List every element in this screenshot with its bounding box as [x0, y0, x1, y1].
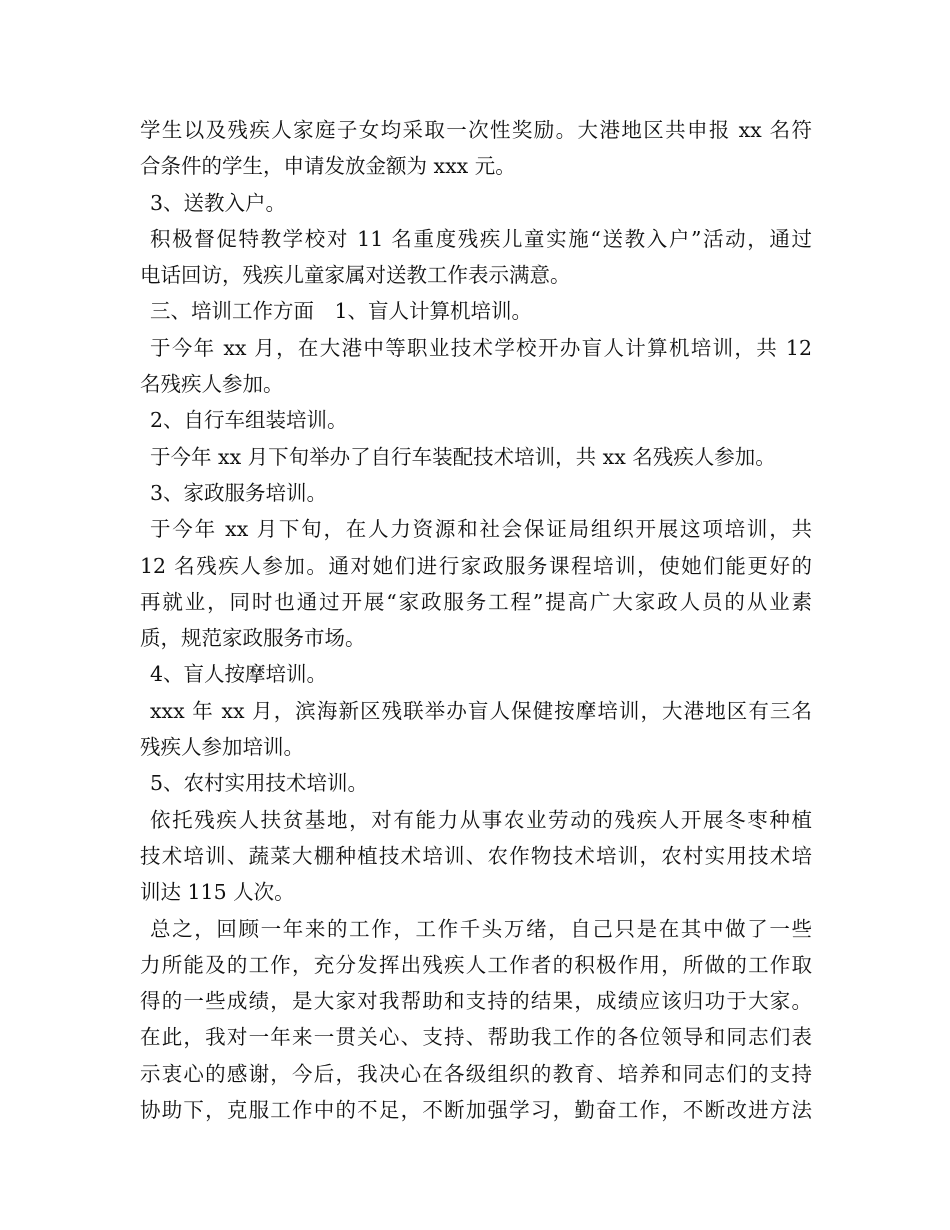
text-line: 积极督促特教学校对 11 名重度残疾儿童实施“送教入户”活动，通过	[150, 226, 812, 251]
text-line: 技术培训、蔬菜大棚种植技术培训、农作物技术培训，农村实用技术培	[140, 843, 812, 868]
text-line: 在此，我对一年来一贯关心、支持、帮助我工作的各位领导和同志们表	[140, 1025, 812, 1050]
text-line: 电话回访，残疾儿童家属对送教工作表示满意。	[140, 263, 571, 288]
text-line: 学生以及残疾人家庭子女均采取一次性奖励。大港地区共申报 xx 名符	[140, 118, 812, 142]
text-line: 3、家政服务培训。	[150, 480, 328, 505]
text-line: 于今年 xx 月下旬，在人力资源和社会保证局组织开展这项培训，共	[150, 517, 812, 542]
text-line: 协助下，克服工作中的不足，不断加强学习，勤奋工作，不断改进方法	[140, 1098, 812, 1123]
text-line: 4、盲人按摩培训。	[150, 662, 328, 687]
text-line: 再就业，同时也通过开展“家政服务工程”提高广大家政人员的从业素	[140, 589, 812, 614]
text-line: 质，规范家政服务市场。	[140, 626, 366, 651]
text-line: 得的一些成绩，是大家对我帮助和支持的结果，成绩应该归功于大家。	[140, 989, 812, 1014]
text-line: 名残疾人参加。	[140, 372, 284, 397]
text-line: 总之，回顾一年来的工作，工作千头万绪，自己只是在其中做了一些	[150, 916, 812, 941]
text-line: 于今年 xx 月，在大港中等职业技术学校开办盲人计算机培训，共 12	[150, 335, 812, 360]
text-line: 2、自行车组装培训。	[150, 408, 348, 433]
text-line: 于今年 xx 月下旬举办了自行车装配技术培训，共 xx 名残疾人参加。	[150, 444, 776, 469]
text-line: 示衷心的感谢，今后，我决心在各级组织的教育、培养和同志们的支持	[140, 1061, 812, 1086]
text-line: xxx 年 xx 月，滨海新区残联举办盲人保健按摩培训，大港地区有三名	[150, 698, 812, 723]
text-line: 5、农村实用技术培训。	[150, 771, 369, 796]
text-line: 残疾人参加培训。	[140, 735, 304, 760]
text-line: 合条件的学生，申请发放金额为 xxx 元。	[140, 154, 516, 179]
text-line: 依托残疾人扶贫基地，对有能力从事农业劳动的残疾人开展冬枣种植	[150, 807, 812, 832]
text-line: 3、送教入户。	[150, 190, 287, 215]
text-line: 12 名残疾人参加。通对她们进行家政服务课程培训，使她们能更好的	[140, 553, 812, 578]
text-line: 三、培训工作方面 1、盲人计算机培训。	[150, 299, 533, 324]
text-line: 训达 115 人次。	[140, 880, 295, 905]
document-body	[140, 112, 812, 1128]
text-line: 力所能及的工作，充分发挥出残疾人工作者的积极作用，所做的工作取	[140, 952, 812, 977]
